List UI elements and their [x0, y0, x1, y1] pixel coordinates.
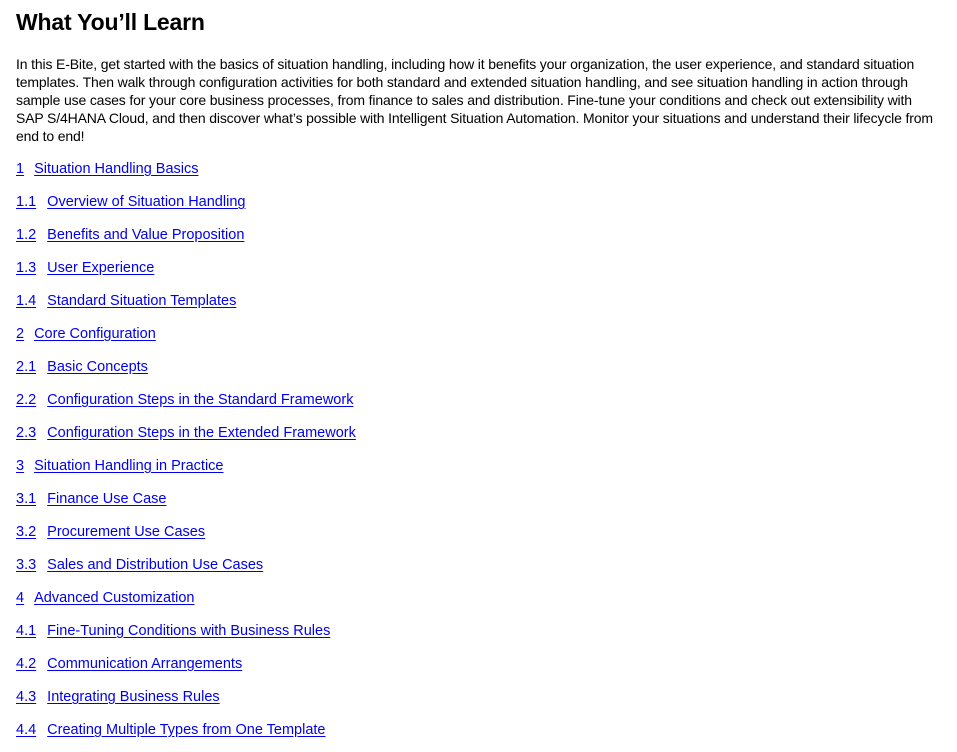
toc-item: [16, 554, 356, 587]
toc-title-link[interactable]: Integrating Business Rules: [47, 689, 220, 705]
toc-number-link[interactable]: 1.2: [16, 227, 37, 243]
toc-number-link[interactable]: 1.1: [16, 194, 37, 210]
toc-number-link[interactable]: 2.3: [16, 425, 37, 441]
toc-item: [16, 389, 356, 422]
toc-title-link[interactable]: Fine-Tuning Conditions with Business Rules: [47, 623, 331, 639]
page-title: What You’ll Learn: [16, 9, 205, 35]
toc-number-link[interactable]: 4.1: [16, 623, 37, 639]
toc-item: [16, 290, 356, 323]
toc-item: [16, 620, 356, 653]
toc-item: [16, 356, 356, 389]
toc-item: [16, 158, 356, 191]
toc-number-link[interactable]: 3.2: [16, 524, 37, 540]
toc-number-link[interactable]: 1.3: [16, 260, 37, 276]
toc-number-link[interactable]: 4.3: [16, 689, 37, 705]
toc-number-link[interactable]: 4.2: [16, 656, 37, 672]
toc-number-link[interactable]: 4.4: [16, 722, 37, 738]
toc-title-link[interactable]: Situation Handling in Practice: [34, 458, 224, 474]
toc-title-link[interactable]: Advanced Customization: [34, 590, 195, 606]
toc-item: [16, 323, 356, 356]
toc-title-link[interactable]: Communication Arrangements: [47, 656, 243, 672]
toc-title-link[interactable]: Standard Situation Templates: [47, 293, 237, 309]
intro-paragraph: In this E-Bite, get started with the basics of situation handling, including how it benefits your organization, the user experience, and standard situation templates. Then walk through configuration activities for both standard and extended situation handling, and see situation handling in action through sample use cases for your core business processes, from finance to sales and distribution. Fine-tune your conditions and check out extensibility with SAP S/4HANA Cloud, and then discover what’s possible with Intelligent Situation Automation. Monitor your situations and understand their lifecycle from end to end!: [16, 56, 933, 144]
toc-item: [16, 719, 356, 752]
toc-item: [16, 455, 356, 488]
toc-item: [16, 653, 356, 686]
toc-number-link[interactable]: 4: [16, 590, 25, 606]
toc-title-link[interactable]: Finance Use Case: [47, 491, 167, 507]
toc-title-link[interactable]: Basic Concepts: [47, 359, 148, 375]
toc-title-link[interactable]: Sales and Distribution Use Cases: [47, 557, 264, 573]
toc-item: [16, 224, 356, 257]
toc-number-link[interactable]: 2.1: [16, 359, 37, 375]
toc-item: [16, 257, 356, 290]
toc-number-link[interactable]: 2: [16, 326, 25, 342]
toc-item: [16, 686, 356, 719]
toc-title-link[interactable]: Situation Handling Basics: [34, 161, 199, 177]
toc-title-link[interactable]: Procurement Use Cases: [47, 524, 206, 540]
toc-title-link[interactable]: Configuration Steps in the Standard Framework: [47, 392, 354, 408]
toc-item: [16, 587, 356, 620]
toc-title-link[interactable]: Configuration Steps in the Extended Framework: [47, 425, 356, 441]
toc-number-link[interactable]: 1.4: [16, 293, 37, 309]
toc-title-link[interactable]: Benefits and Value Proposition: [47, 227, 245, 243]
toc-number-link[interactable]: 3: [16, 458, 25, 474]
toc-title-link[interactable]: User Experience: [47, 260, 155, 276]
toc-title-link[interactable]: Overview of Situation Handling: [47, 194, 246, 210]
toc-item: [16, 521, 356, 554]
toc-number-link[interactable]: 2.2: [16, 392, 37, 408]
toc-item: [16, 191, 356, 224]
toc-number-link[interactable]: 3.3: [16, 557, 37, 573]
toc-number-link[interactable]: 3.1: [16, 491, 37, 507]
table-of-contents: [16, 158, 356, 752]
toc-title-link[interactable]: Core Configuration: [34, 326, 156, 342]
toc-number-link[interactable]: 1: [16, 161, 25, 177]
toc-item: [16, 488, 356, 521]
toc-title-link[interactable]: Creating Multiple Types from One Template: [47, 722, 326, 738]
toc-item: [16, 422, 356, 455]
